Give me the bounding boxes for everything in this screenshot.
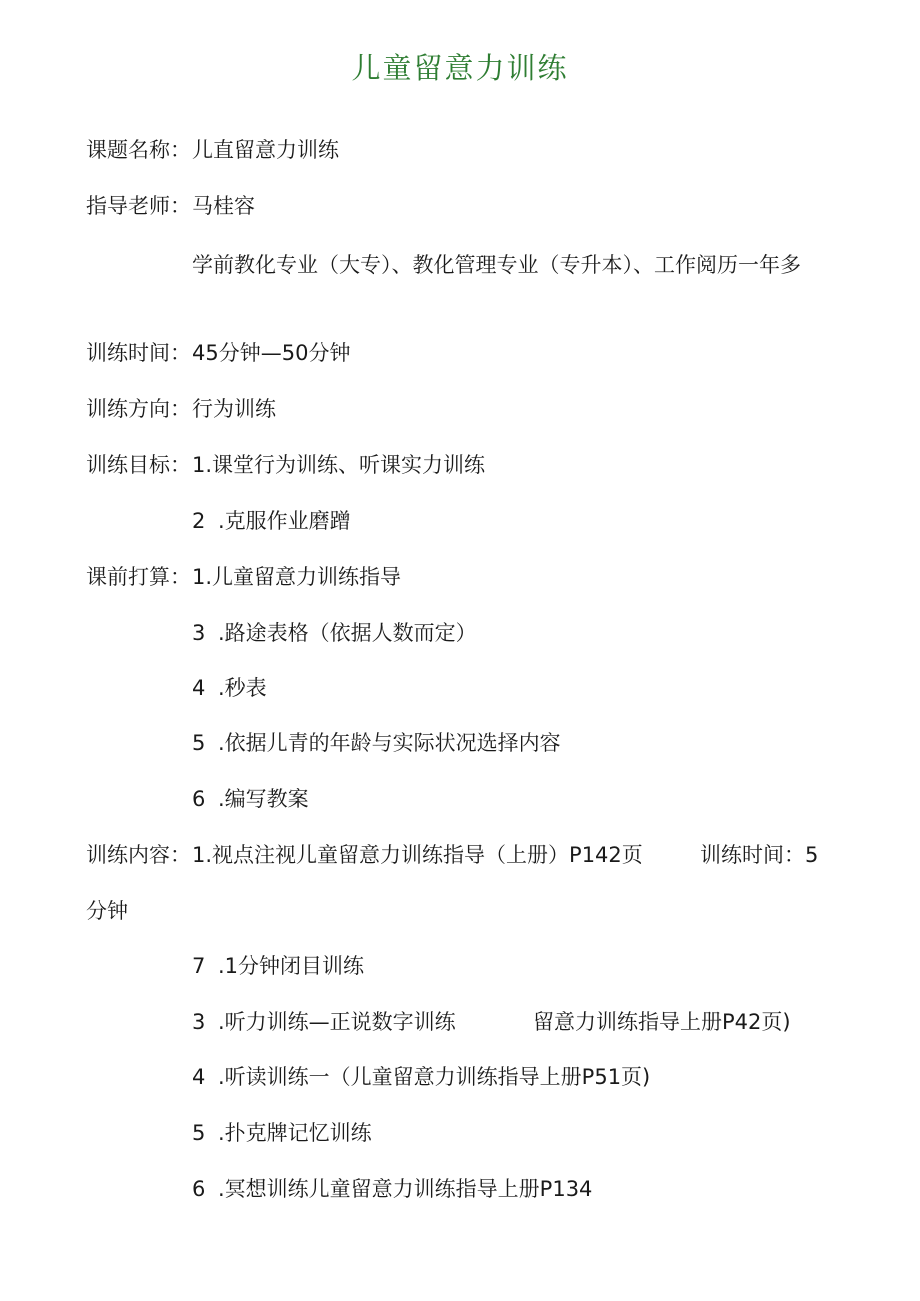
prep-item-text: .依据儿青的年龄与实际状况选择内容 <box>218 731 561 755</box>
content-item-number: 7 <box>192 954 206 978</box>
content-item <box>192 1007 456 1037</box>
prep-label: 课前打算： <box>86 565 191 589</box>
content-item-number: 6 <box>192 1177 206 1201</box>
content-item-number: 4 <box>192 1065 206 1089</box>
content-item-first: 1.视点注视儿童留意力训练指导（上册）P142页 <box>192 843 643 867</box>
page-title: 儿童留意力训练 <box>351 51 569 85</box>
goal-item-number: 2 <box>192 509 206 533</box>
content-first-time: 训练时间：5 <box>700 843 819 867</box>
goal-item: 1.课堂行为训练、听课实力训练 <box>192 453 486 477</box>
prep-item-text: .编写教案 <box>218 787 309 811</box>
content-item <box>192 1062 650 1092</box>
content-item <box>192 1174 592 1204</box>
content-item-text: .冥想训练儿童留意力训练指导上册P134 <box>218 1177 593 1201</box>
train-time-value: 45分钟—50分钟 <box>192 341 351 365</box>
course-name-value: 儿直留意力训练 <box>192 138 339 162</box>
train-time-label: 训练时间： <box>86 341 191 365</box>
teacher-label: 指导老师： <box>86 194 191 218</box>
prep-item-text: .秒表 <box>218 676 267 700</box>
content-first-time-unit: 分钟 <box>86 899 128 923</box>
teacher-value: 马桂容 <box>192 194 255 218</box>
course-name-label: 课题名称： <box>86 138 191 162</box>
prep-item <box>192 673 267 703</box>
content-item-extra: 留意力训练指导上册P42页) <box>533 1010 791 1034</box>
prep-item-text: .路途表格（依据人数而定） <box>218 621 477 645</box>
content-item-number: 5 <box>192 1121 206 1145</box>
goal-item <box>192 506 351 536</box>
prep-item-number: 6 <box>192 787 206 811</box>
content-item <box>192 951 364 981</box>
content-item-text: .听读训练一（儿童留意力训练指导上册P51页) <box>218 1065 651 1089</box>
content-item-text: .听力训练—正说数字训练 <box>218 1010 456 1034</box>
teacher-detail: 学前教化专业（大专）、教化管理专业（专升本）、工作阅历一年多 <box>192 253 801 277</box>
goal-item-text: .克服作业磨蹭 <box>218 509 351 533</box>
prep-item-number: 4 <box>192 676 206 700</box>
prep-item: 1.儿童留意力训练指导 <box>192 565 402 589</box>
content-label: 训练内容： <box>86 843 191 867</box>
goals-label: 训练目标： <box>86 453 191 477</box>
prep-item-number: 5 <box>192 731 206 755</box>
prep-item <box>192 618 477 648</box>
prep-item <box>192 784 309 814</box>
prep-item-number: 3 <box>192 621 206 645</box>
content-item-text: .扑克牌记忆训练 <box>218 1121 372 1145</box>
content-item-number: 3 <box>192 1010 206 1034</box>
content-item-text: .1分钟闭目训练 <box>218 954 365 978</box>
prep-item <box>192 728 561 758</box>
direction-value: 行为训练 <box>192 397 276 421</box>
content-item <box>192 1118 372 1148</box>
direction-label: 训练方向： <box>86 397 191 421</box>
